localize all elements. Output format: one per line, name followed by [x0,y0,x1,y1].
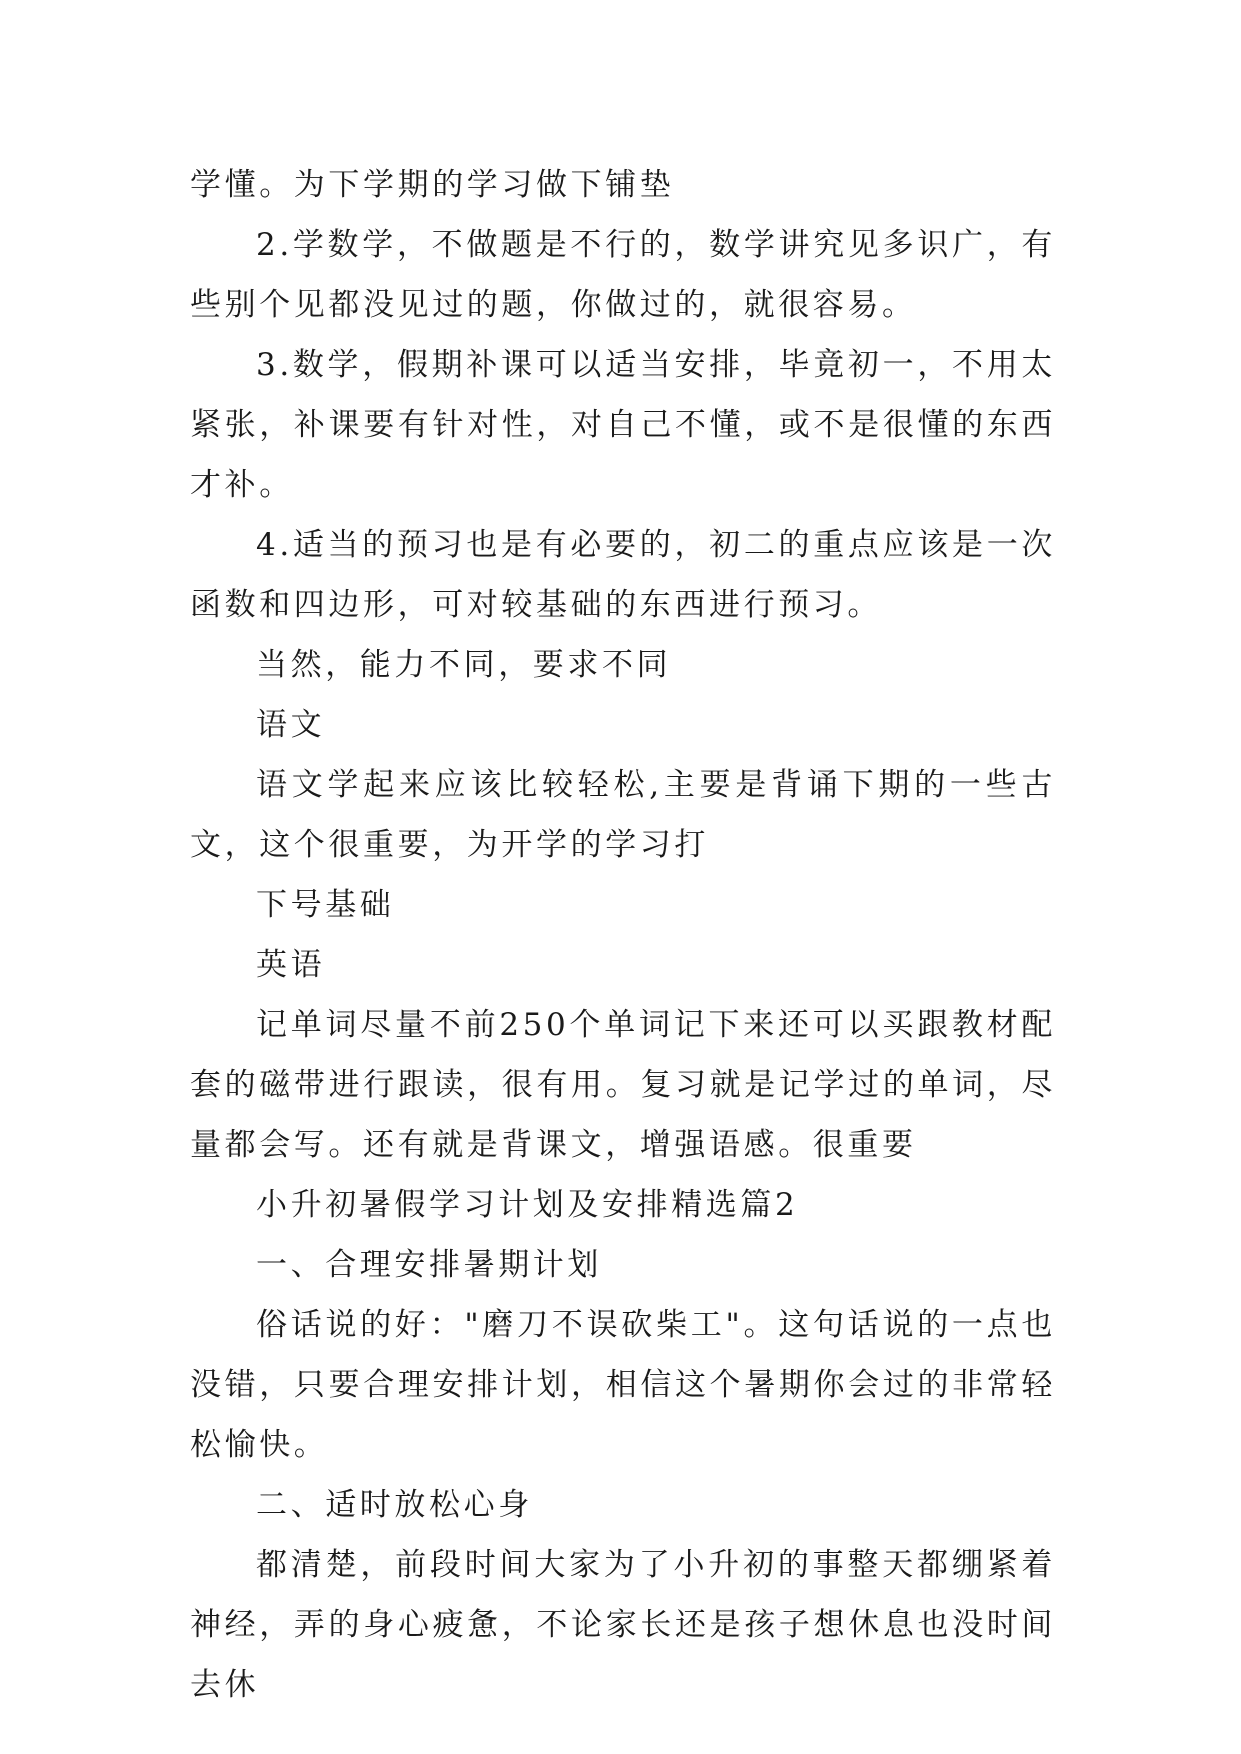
section-heading: 一、合理安排暑期计划 [256,1247,602,1283]
section-heading: 语文 [256,707,326,743]
paragraph: 记单词尽量不前250个单词记下来还可以买跟教材配套的磁带进行跟读，很有用。复习就是记学过的单词，尽量都会写。还有就是背课文，增强语感。很重要 [190,1007,1056,1163]
paragraph: 2.学数学，不做题是不行的，数学讲究见多识广，有些别个见都没见过的题，你做过的，就很容易。 [190,227,1056,323]
paragraph: 俗话说的好："磨刀不误砍柴工"。这句话说的一点也没错，只要合理安排计划，相信这个暑期你会过的非常轻松愉快。 [190,1307,1056,1463]
section-heading: 二、适时放松心身 [256,1487,533,1523]
paragraph: 4.适当的预习也是有必要的，初二的重点应该是一次函数和四边形，可对较基础的东西进行预习。 [190,527,1056,623]
document-body [190,155,1056,1715]
section-heading: 英语 [256,947,326,983]
paragraph: 下号基础 [256,887,395,923]
article-title: 小升初暑假学习计划及安排精选篇2 [256,1187,799,1223]
paragraph: 语文学起来应该比较轻松,主要是背诵下期的一些古文，这个很重要，为开学的学习打 [190,767,1056,863]
paragraph: 当然，能力不同，要求不同 [256,647,672,683]
paragraph: 都清楚，前段时间大家为了小升初的事整天都绷紧着神经，弄的身心疲惫，不论家长还是孩子想休息也没时间去休 [190,1547,1056,1703]
paragraph: 学懂。为下学期的学习做下铺垫 [190,167,675,203]
paragraph: 3.数学，假期补课可以适当安排，毕竟初一，不用太紧张，补课要有针对性，对自己不懂，或不是很懂的东西才补。 [190,347,1056,503]
